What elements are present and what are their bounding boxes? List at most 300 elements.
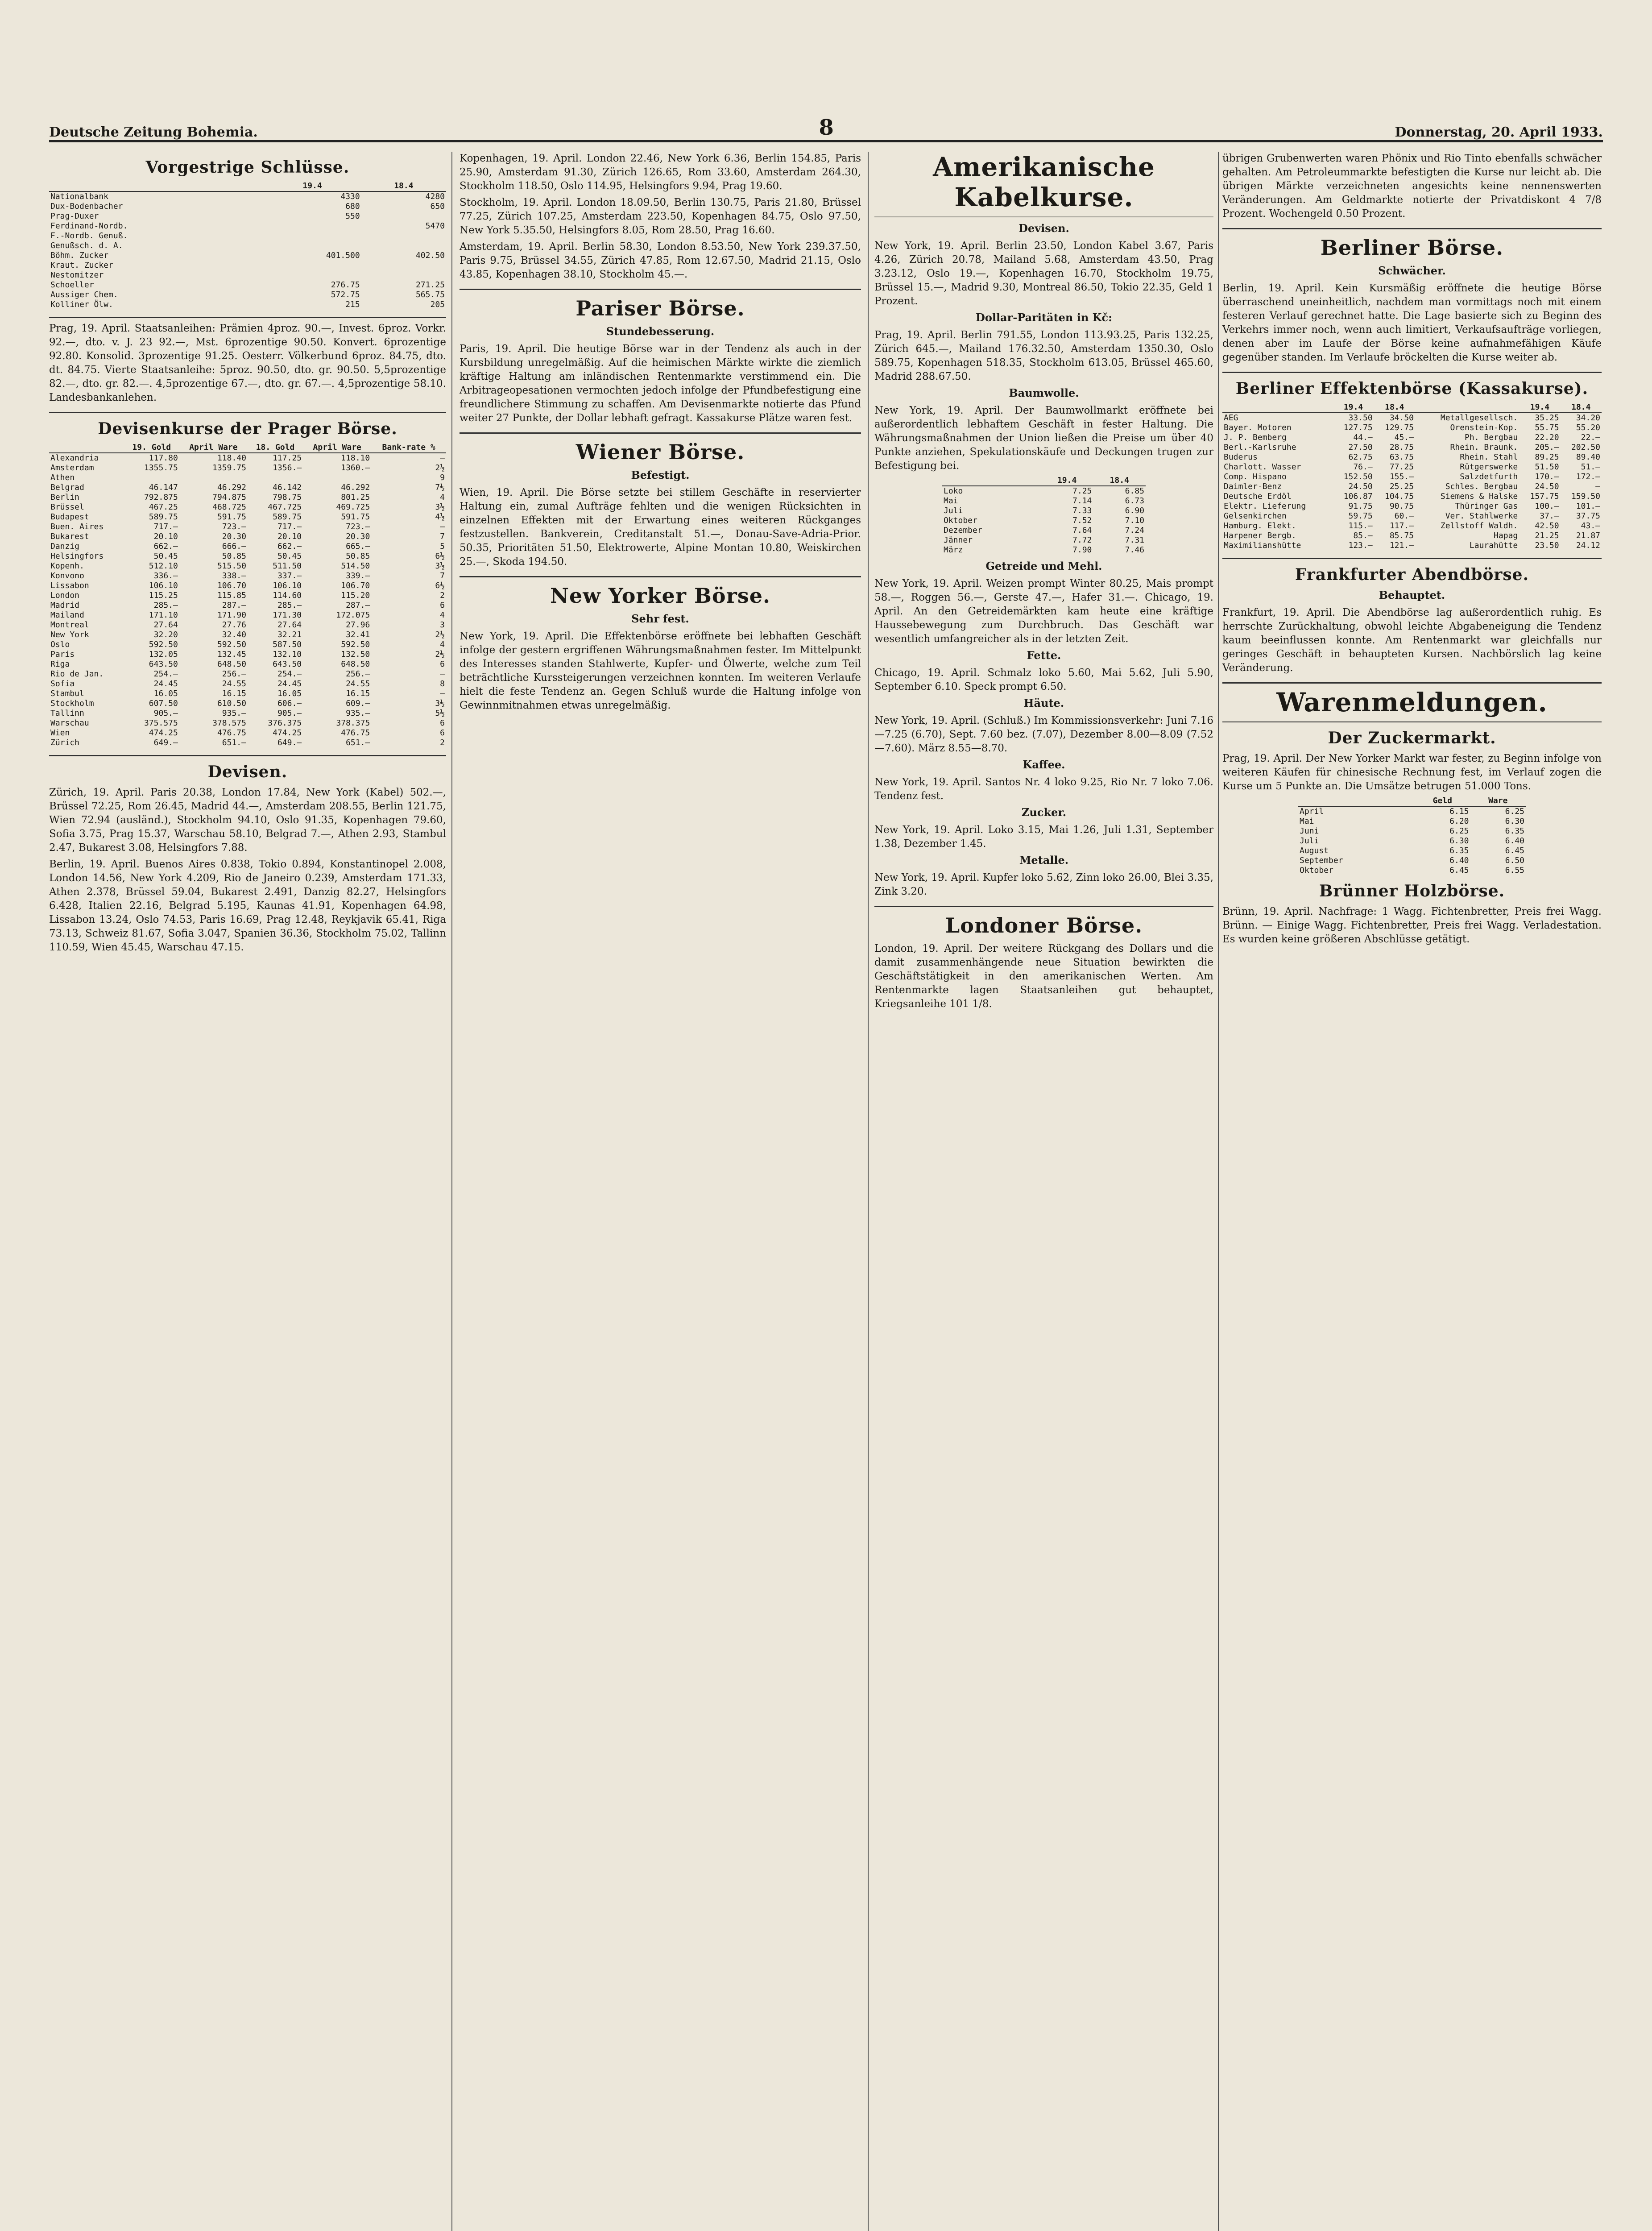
table-cell xyxy=(263,231,361,241)
table-cell: 285.— xyxy=(277,601,302,610)
report-paragraph: übrigen Grubenwerten waren Phönix und Rio Tinto ebenfalls schwächer gehalten. Am Petroleummarkte befestigten die Kurse nur leicht ab. Die übrigen Märkte verzeichneten angesichts keine nennenswerten Veränderungen. Am Geldmarkte notierte der Privatdiskont 4 7/8 Prozent. Wochengeld 0.50 Prozent. xyxy=(1222,153,1602,220)
table-cell: 16.15 xyxy=(222,689,246,698)
table-cell: 662.— xyxy=(277,542,302,551)
section-title: Brünner Holzbörse. xyxy=(1319,882,1505,900)
table-cell: Buen. Aires xyxy=(50,522,104,531)
table-cell: 27.64 xyxy=(277,620,302,630)
table-cell: 16.15 xyxy=(346,689,370,698)
table-header-cell: Ware xyxy=(1470,796,1526,806)
table-header-cell: 18.4 xyxy=(1561,402,1602,413)
table-cell: 515.50 xyxy=(217,561,246,571)
table-cell: 2 xyxy=(440,591,445,600)
table-cell: 649.— xyxy=(153,738,178,747)
table-cell: Stockholm xyxy=(50,699,94,708)
table-cell: 101.— xyxy=(1576,502,1600,511)
table-cell: 115.25 xyxy=(149,591,178,600)
table-row xyxy=(1222,492,1602,502)
table-cell: 46.147 xyxy=(149,483,178,492)
table-cell: Juli xyxy=(1300,836,1319,846)
table-cell: 723.— xyxy=(346,522,370,531)
table-cell: 27.76 xyxy=(222,620,246,630)
table-cell: 106.70 xyxy=(341,581,370,590)
table-header-cell xyxy=(942,476,1041,486)
table-cell: Kolliner Ölw. xyxy=(50,300,113,309)
table-cell: 606.— xyxy=(277,699,302,708)
table-row xyxy=(49,620,446,630)
section-title: Wiener Börse. xyxy=(576,440,745,464)
section-title: Der Zuckermarkt. xyxy=(1328,729,1496,747)
table-cell: 89.40 xyxy=(1576,452,1600,462)
table-cell: Rhein. Braunk. xyxy=(1450,443,1518,452)
table-row xyxy=(49,493,446,502)
table-cell: 2½ xyxy=(435,630,445,639)
table-cell: 50.45 xyxy=(277,552,302,561)
table-cell: 468.725 xyxy=(212,502,246,512)
table-cell: 2½ xyxy=(435,650,445,659)
table-cell: 7 xyxy=(440,532,445,541)
table-cell: 650 xyxy=(430,202,445,211)
table-cell: Aussiger Chem. xyxy=(50,290,118,299)
table-cell: 7.10 xyxy=(1125,516,1144,525)
table-cell: 285.— xyxy=(153,601,178,610)
table-cell: 476.75 xyxy=(341,728,370,738)
table-cell: 55.20 xyxy=(1576,423,1600,432)
table-row xyxy=(49,261,446,270)
report-paragraph: Prag, 19. April. Der New Yorker Markt war fester, zu Beginn infolge von weiteren Käufen für chinesische Rechnung fest, im Verlauf zogen die Kurse um 5 Punkte an. Die Umsätze betrugen 51.000 Tons. xyxy=(1222,753,1602,792)
table-row xyxy=(49,699,446,709)
table-cell: 172.075 xyxy=(336,610,370,620)
table-row xyxy=(49,679,446,689)
table-cell: 24.45 xyxy=(153,679,178,688)
table-cell: 3½ xyxy=(435,699,445,708)
table-cell: 117.— xyxy=(1389,521,1414,531)
table-cell: 22.20 xyxy=(1535,433,1559,442)
table-row xyxy=(1298,806,1526,817)
table-cell: Nestomitzer xyxy=(50,270,104,280)
table-cell: 401.500 xyxy=(326,251,360,260)
section-subtitle: Stundebesserung. xyxy=(606,325,715,338)
table-cell: Montreal xyxy=(50,620,89,630)
section-title: Berliner Effektenbörse (Kassakurse). xyxy=(1235,379,1589,398)
table-cell: Mai xyxy=(1300,817,1314,826)
table-cell: 6.85 xyxy=(1125,486,1144,496)
table-cell: Rütgerswerke xyxy=(1460,462,1518,472)
table-cell: Daimler-Benz xyxy=(1224,482,1282,491)
table-cell xyxy=(263,270,361,280)
table-cell: 20.30 xyxy=(346,532,370,541)
report-paragraph: New York, 19. April. Der Baumwollmarkt eröffnete bei außerordentlich lebhaftem Geschäft in fester Haltung. Die Währungsmaßnahmen der Union ließen die Preise um über 40 Punkte anziehen, Spekulationskäufe und Deckungen trugen zur Befestigung bei. xyxy=(874,405,1213,472)
table-cell: 106.10 xyxy=(149,581,178,590)
table-cell: 610.50 xyxy=(217,699,246,708)
table-row xyxy=(49,718,446,728)
table-cell: 76.— xyxy=(1353,462,1373,472)
table-cell: 1356.— xyxy=(273,463,302,473)
table-cell: 46.292 xyxy=(217,483,246,492)
table-cell: 649.— xyxy=(277,738,302,747)
table-cell: 89.25 xyxy=(1535,452,1559,462)
table-cell: Salzdetfurth xyxy=(1460,472,1518,481)
table-cell: 9 xyxy=(440,473,445,482)
table-cell: 115.20 xyxy=(341,591,370,600)
table-header-cell xyxy=(1415,402,1519,413)
table-header-cell: 18.4 xyxy=(1374,402,1415,413)
table-row xyxy=(49,689,446,699)
table-cell: Schoeller xyxy=(50,280,94,290)
table-cell: 4 xyxy=(440,640,445,649)
table-cell xyxy=(361,211,446,221)
table-cell: — xyxy=(440,453,445,463)
report-paragraph: New York, 19. April. Loko 3.15, Mai 1.26, Juli 1.31, September 1.38, Dezember 1.45. xyxy=(874,824,1213,850)
table-cell: 170.— xyxy=(1535,472,1559,481)
report-paragraph: New York, 19. April. Kupfer loko 5.62, Zinn loko 26.00, Blei 3.35, Zink 3.20. xyxy=(874,872,1213,897)
table-row xyxy=(49,280,446,290)
table-cell: 6 xyxy=(440,728,445,738)
table-cell: 474.25 xyxy=(149,728,178,738)
table-cell: 28.75 xyxy=(1389,443,1414,452)
table-cell xyxy=(303,473,371,483)
report-paragraph: New York, 19. April. Santos Nr. 4 loko 9.25, Rio Nr. 7 loko 7.06. Tendenz fest. xyxy=(874,776,1213,802)
table-cell: 118.40 xyxy=(217,453,246,463)
table-cell: 77.25 xyxy=(1389,462,1414,472)
table-cell: 21.25 xyxy=(1535,531,1559,540)
section-subtitle: Fette. xyxy=(1027,649,1061,662)
table-cell: 1360.— xyxy=(341,463,370,473)
table-cell: 7.25 xyxy=(1072,486,1092,496)
column-2 xyxy=(460,152,861,2231)
table-cell: — xyxy=(1595,482,1600,491)
table-cell: Hapag xyxy=(1494,531,1518,540)
table-cell: 587.50 xyxy=(273,640,302,649)
table-cell: Brüssel xyxy=(50,502,84,512)
table-cell: 37.75 xyxy=(1576,511,1600,521)
table-cell: 666.— xyxy=(222,542,246,551)
table-cell: 20.30 xyxy=(222,532,246,541)
table-cell: Warschau xyxy=(50,718,89,728)
divider xyxy=(49,317,446,318)
table-cell: 935.— xyxy=(346,709,370,718)
table-cell: Elektr. Lieferung xyxy=(1224,502,1306,511)
section-subtitle: Dollar-Paritäten in Kč: xyxy=(976,311,1112,324)
table-cell: Orenstein-Kop. xyxy=(1450,423,1518,432)
table-row xyxy=(49,561,446,571)
divider xyxy=(460,432,861,434)
table-header-cell xyxy=(1222,402,1333,413)
table-cell: 27.96 xyxy=(346,620,370,630)
table-cell: — xyxy=(440,522,445,531)
table-cell: 4½ xyxy=(435,512,445,522)
table-cell: 643.50 xyxy=(273,659,302,669)
table-cell: 512.10 xyxy=(149,561,178,571)
table-cell: 6.15 xyxy=(1449,807,1469,816)
table-cell: März xyxy=(944,545,963,555)
table-cell: 5½ xyxy=(435,709,445,718)
table-cell: 469.725 xyxy=(336,502,370,512)
berlin-stocks-table xyxy=(1222,402,1602,551)
table-cell: 589.75 xyxy=(273,512,302,522)
table-cell: 202.50 xyxy=(1571,443,1600,452)
table-row xyxy=(49,231,446,241)
table-row xyxy=(1222,531,1602,541)
table-cell: 271.25 xyxy=(415,280,445,290)
table-cell: Mai xyxy=(944,496,958,506)
table-cell: 378.375 xyxy=(336,718,370,728)
table-cell: 6 xyxy=(440,718,445,728)
table-cell: Schles. Bergbau xyxy=(1445,482,1518,491)
table-cell: 723.— xyxy=(222,522,246,531)
table-cell: August xyxy=(1300,846,1329,855)
table-cell: 6.50 xyxy=(1505,856,1524,865)
table-row xyxy=(49,591,446,601)
table-cell xyxy=(361,261,446,270)
table-cell: 90.75 xyxy=(1389,502,1414,511)
table-cell: Paris xyxy=(50,650,75,659)
table-cell: 572.75 xyxy=(331,290,360,299)
report-paragraph: New York, 19. April. (Schluß.) Im Kommissionsverkehr: Juni 7.16—7.25 (6.70), Sept. 7.60 bez. (7.07), Dezember 8.00—8.09 (7.52—7.60). März 8.55—8.70. xyxy=(874,715,1213,754)
table-cell: 276.75 xyxy=(331,280,360,290)
report-paragraph: Amsterdam, 19. April. Berlin 58.30, London 8.53.50, New York 239.37.50, Paris 9.75, Brüssel 34.55, Zürich 47.85, Rom 12.67.50, Madrid 21.15, Oslo 43.85, Kopenhagen 38.10, Stockholm 45.—. xyxy=(460,241,861,280)
table-cell: Berlin xyxy=(50,493,80,502)
table-cell: F.-Nordb. Genuß. xyxy=(50,231,128,241)
table-row xyxy=(49,601,446,610)
table-cell: 256.— xyxy=(346,669,370,679)
table-header-cell xyxy=(49,443,124,453)
table-row xyxy=(1222,521,1602,531)
table-cell: 4 xyxy=(440,610,445,620)
table-cell: 2 xyxy=(440,738,445,747)
table-cell: Belgrad xyxy=(50,483,84,492)
table-cell: 651.— xyxy=(222,738,246,747)
column-3 xyxy=(874,152,1213,2231)
table-row xyxy=(49,453,446,463)
table-header-cell: April Ware xyxy=(303,443,371,453)
table-cell: 114.60 xyxy=(273,591,302,600)
table-cell: — xyxy=(440,669,445,679)
table-cell: Prag-Duxer xyxy=(50,211,99,221)
table-cell: Gelsenkirchen xyxy=(1224,511,1287,521)
divider xyxy=(1222,228,1602,229)
table-cell: 680 xyxy=(345,202,360,211)
table-cell: 4 xyxy=(440,493,445,502)
table-cell xyxy=(361,241,446,251)
table-cell xyxy=(248,473,303,483)
table-cell: 5470 xyxy=(425,221,445,231)
table-cell: 46.292 xyxy=(341,483,370,492)
table-cell: 801.25 xyxy=(341,493,370,502)
table-cell: 337.— xyxy=(277,571,302,581)
table-header-cell: Geld xyxy=(1415,796,1470,806)
table-cell: 117.80 xyxy=(149,453,178,463)
section-subtitle: Schwächer. xyxy=(1378,264,1446,277)
table-cell: 589.75 xyxy=(149,512,178,522)
table-cell: 85.75 xyxy=(1389,531,1414,540)
table-header-cell: Bank-rate % xyxy=(371,443,446,453)
table-cell: 24.45 xyxy=(277,679,302,688)
table-cell: Oktober xyxy=(944,516,977,525)
table-cell: 550 xyxy=(345,211,360,221)
table-cell: 609.— xyxy=(346,699,370,708)
table-cell: 2½ xyxy=(435,463,445,473)
table-cell: 935.— xyxy=(222,709,246,718)
table-cell: 171.10 xyxy=(149,610,178,620)
table-cell: Thüringer Gas xyxy=(1455,502,1518,511)
table-row xyxy=(1222,423,1602,433)
table-cell: 24.50 xyxy=(1348,482,1373,491)
table-cell: Stambul xyxy=(50,689,84,698)
section-title: Devisen. xyxy=(207,763,288,781)
table-cell: 376.375 xyxy=(268,718,302,728)
table-cell: 45.— xyxy=(1394,433,1414,442)
table-cell: 798.75 xyxy=(273,493,302,502)
table-cell: 378.575 xyxy=(212,718,246,728)
table-cell: 514.50 xyxy=(341,561,370,571)
table-cell: 6½ xyxy=(435,581,445,590)
report-paragraph: Prag, 19. April. Staatsanleihen: Prämien 4proz. 90.—, Invest. 6proz. Vorkr. 92.—, dto. v. J. 23 92.—, Mst. 6prozentige 90.50. Konvert. 6prozentige 92.80. Konsolid. 3prozentige 91.25. Oesterr. Völkerbund 6proz. 84.75, dto. dt. 84.75. Vierte Staatsanleihe: 5proz. 90.50, dto. gr. 90.50. 5,5prozentige 82.—, dto. gr. 82.—. 4,5prozentige 67.—, dto. gr. 67.—. 4,5prozentige 58.10. Landesbankanlehen. xyxy=(49,323,446,403)
table-row xyxy=(1222,462,1602,472)
column-4 xyxy=(1222,152,1602,2231)
table-row xyxy=(49,522,446,532)
table-cell: 287.— xyxy=(346,601,370,610)
table-cell: 4280 xyxy=(425,192,445,201)
table-cell: Dux-Bodenbacher xyxy=(50,202,123,211)
table-cell: 129.75 xyxy=(1384,423,1414,432)
table-row xyxy=(49,483,446,493)
table-cell: Ver. Stahlwerke xyxy=(1445,511,1518,521)
table-cell: Helsingfors xyxy=(50,552,104,561)
table-cell: 1355.75 xyxy=(144,463,178,473)
table-row xyxy=(942,486,1146,496)
table-cell: 607.50 xyxy=(149,699,178,708)
table-row xyxy=(1222,413,1602,423)
table-header-cell: 19.4 xyxy=(263,181,361,191)
table-cell: 60.— xyxy=(1394,511,1414,521)
table-cell: Nationalbank xyxy=(50,192,109,201)
table-cell: 402.50 xyxy=(415,251,445,260)
section-subtitle: Häute. xyxy=(1023,697,1064,709)
table-row xyxy=(942,506,1146,516)
table-cell: AEG xyxy=(1224,413,1238,423)
table-row xyxy=(1298,856,1526,866)
table-cell: 339.— xyxy=(346,571,370,581)
table-row xyxy=(49,728,446,738)
table-cell: 106.87 xyxy=(1343,492,1373,501)
table-header-cell: 19.4 xyxy=(1333,402,1374,413)
table-row xyxy=(49,241,446,251)
table-cell: 23.50 xyxy=(1535,541,1559,550)
table-cell: 157.75 xyxy=(1530,492,1559,501)
table-row xyxy=(49,610,446,620)
closing-prices-table xyxy=(49,181,446,310)
column-divider xyxy=(451,152,452,2231)
table-row xyxy=(49,640,446,650)
table-cell: Charlott. Wasser xyxy=(1224,462,1301,472)
table-cell: Maximilianshütte xyxy=(1224,541,1301,550)
divider xyxy=(1222,558,1602,559)
table-cell: 792.875 xyxy=(144,493,178,502)
table-cell: Zürich xyxy=(50,738,80,747)
table-row xyxy=(1222,482,1602,492)
table-row xyxy=(49,571,446,581)
table-cell: London xyxy=(50,591,80,600)
table-cell: 25.25 xyxy=(1389,482,1414,491)
table-cell xyxy=(124,473,179,483)
table-cell: 7.90 xyxy=(1072,545,1092,555)
table-cell: 100.— xyxy=(1535,502,1559,511)
table-cell: 132.45 xyxy=(217,650,246,659)
table-cell: 665.— xyxy=(346,542,370,551)
table-cell xyxy=(361,231,446,241)
table-cell: Deutsche Erdöl xyxy=(1224,492,1292,501)
table-cell: 6.35 xyxy=(1449,846,1469,855)
table-cell: 6.35 xyxy=(1505,826,1524,836)
table-cell: 648.50 xyxy=(341,659,370,669)
table-cell: Madrid xyxy=(50,601,80,610)
table-cell: 32.41 xyxy=(346,630,370,639)
table-cell: Budapest xyxy=(50,512,89,522)
table-cell: 106.10 xyxy=(273,581,302,590)
table-cell: 648.50 xyxy=(217,659,246,669)
table-cell: 34.20 xyxy=(1576,413,1600,423)
table-cell: Siemens & Halske xyxy=(1440,492,1518,501)
column-divider xyxy=(868,152,869,2231)
table-row xyxy=(49,211,446,221)
table-cell: Zellstoff Waldh. xyxy=(1440,521,1518,531)
table-cell: 27.64 xyxy=(153,620,178,630)
table-cell: Metallgesellsch. xyxy=(1440,413,1518,423)
table-row xyxy=(49,502,446,512)
table-cell: Rio de Jan. xyxy=(50,669,104,679)
issue-date: Donnerstag, 20. April 1933. xyxy=(1395,124,1603,140)
table-row xyxy=(49,552,446,561)
table-cell: 6.30 xyxy=(1449,836,1469,846)
page-number: 8 xyxy=(819,115,834,140)
table-cell: Harpener Bergb. xyxy=(1224,531,1296,540)
table-cell: Oktober xyxy=(1300,866,1333,875)
table-cell: 43.— xyxy=(1581,521,1600,531)
table-cell: 121.— xyxy=(1389,541,1414,550)
table-cell: 7.64 xyxy=(1072,526,1092,535)
table-cell: 34.50 xyxy=(1389,413,1414,423)
section-title: Berliner Börse. xyxy=(1320,236,1504,260)
table-row xyxy=(49,221,446,231)
table-cell: 7.31 xyxy=(1125,535,1144,545)
table-cell xyxy=(263,261,361,270)
table-row xyxy=(49,542,446,552)
table-cell: Böhm. Zucker xyxy=(50,251,109,260)
table-row xyxy=(49,202,446,211)
table-cell: 6.90 xyxy=(1125,506,1144,515)
table-cell: 51.— xyxy=(1581,462,1600,472)
table-row xyxy=(49,669,446,679)
table-row xyxy=(942,535,1146,545)
table-cell: 592.50 xyxy=(341,640,370,649)
table-cell: Comp. Hispano xyxy=(1224,472,1287,481)
table-row xyxy=(942,545,1146,555)
table-row xyxy=(1298,846,1526,856)
table-cell: Athen xyxy=(50,473,75,482)
table-cell: 6.55 xyxy=(1505,866,1524,875)
table-cell: 35.25 xyxy=(1535,413,1559,423)
table-row xyxy=(49,290,446,300)
table-cell: Juli xyxy=(944,506,963,515)
table-header-cell: 19.4 xyxy=(1519,402,1560,413)
report-paragraph: Paris, 19. April. Die heutige Börse war in der Tendenz als auch in der Kursbildung unregelmäßig. Auf die heimischen Märkte wirkte die ziemlich kräftige Haltung am inländischen Rentenmarkte verstimmend ein. Die Arbitrageopesationen vermochten jedoch infolge der Pfundbefestigung eine freundlichere Stimmung zu schaffen. Am Devisenmarkte notierte das Pfund weiter 27 Punkte, der Dollar lebhaft gefragt. Kassakurse Plätze waren fest. xyxy=(460,343,861,424)
report-paragraph: New York, 19. April. Weizen prompt Winter 80.25, Mais prompt 58.—, Roggen 56.—, Gerste 47.—, Hafer 31.—. Chicago, 19. April. An den Getreidemärkten kam heute eine kräftige Haussebewegung zum Durchbruch. Das Geschäft war wesentlich umfangreicher als in der letzten Zeit. xyxy=(874,578,1213,645)
table-cell: 592.50 xyxy=(217,640,246,649)
report-paragraph: Wien, 19. April. Die Börse setzte bei stillem Geschäfte in reservierter Haltung ein, zumal Aufträge fehlten und die wenigen Rücksichten in einzelnen Effekten mit der Erwartung eines weiteren Rückganges festzustellen. Bankverein, Creditanstalt 51.—, Donau-Save-Adria-Prior. 50.35, Prioritäten 51.50, Elektrowerte, Alpine Montan 10.80, Weiskirchen 25.—, Skoda 194.50. xyxy=(460,487,861,568)
section-subtitle: Devisen. xyxy=(1019,222,1069,235)
table-row xyxy=(1222,433,1602,443)
table-cell: 476.75 xyxy=(217,728,246,738)
